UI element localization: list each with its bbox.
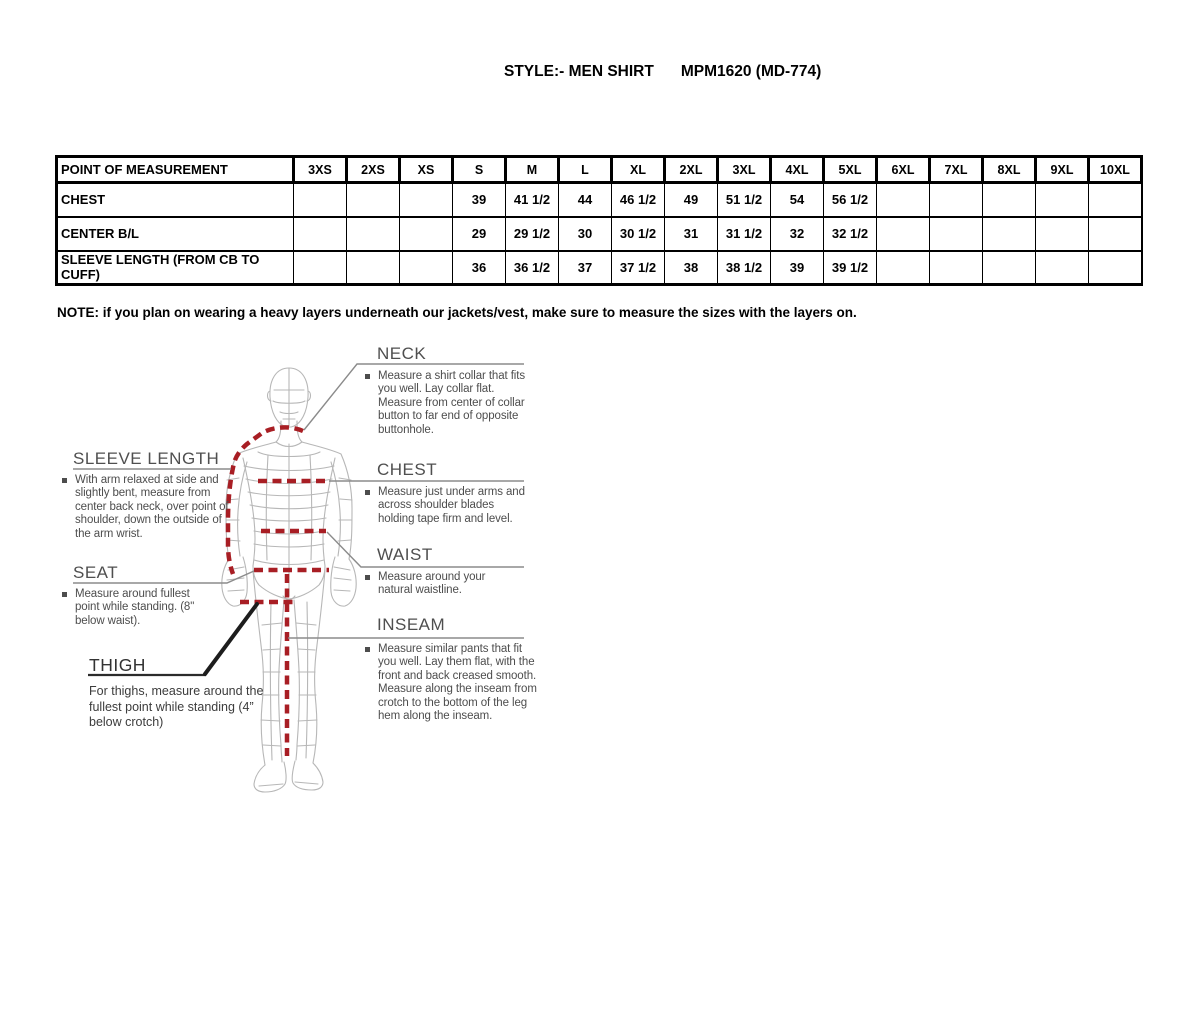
col-header-2xs: 2XS	[347, 157, 400, 183]
bullet-icon	[365, 647, 370, 652]
thigh-instructions: For thighs, measure around the fullest point while standing (4” below crotch)	[89, 684, 264, 729]
size-cell: 54	[771, 183, 824, 217]
row-label: SLEEVE LENGTH (FROM CB TO CUFF)	[57, 251, 294, 285]
thigh-heading: THIGH	[89, 655, 146, 675]
sleeve-length-instructions: With arm relaxed at side and slightly bent, measure from center back neck, over point of shoulder, down the outside of the arm wrist.	[75, 474, 229, 541]
bullet-icon	[365, 374, 370, 379]
seat-heading: SEAT	[73, 563, 119, 582]
col-header-4xl: 4XL	[771, 157, 824, 183]
size-cell: 37	[559, 251, 612, 285]
inseam-heading: INSEAM	[377, 615, 446, 634]
chest-heading: CHEST	[377, 460, 438, 479]
bullet-icon	[62, 592, 67, 597]
note-text: NOTE: if you plan on wearing a heavy layers underneath our jackets/vest, make sure to measure the sizes with the layers on.	[57, 305, 857, 320]
size-cell: 39	[771, 251, 824, 285]
size-cell: 29	[453, 217, 506, 251]
size-cell: 38 1/2	[718, 251, 771, 285]
col-header-2xl: 2XL	[665, 157, 718, 183]
col-header-xl: XL	[612, 157, 665, 183]
waist-heading: WAIST	[377, 545, 433, 564]
row-label: CENTER B/L	[57, 217, 294, 251]
col-header-point-of-measurement: POINT OF MEASUREMENT	[57, 157, 294, 183]
chest-instructions: Measure just under arms and across shoulder blades holding tape firm and level.	[378, 486, 530, 526]
size-cell: 51 1/2	[718, 183, 771, 217]
col-header-m: M	[506, 157, 559, 183]
waist-instructions: Measure around your natural waistline.	[378, 571, 508, 598]
seat-instructions: Measure around fullest point while standing. (8" below waist).	[75, 588, 207, 628]
col-header-8xl: 8XL	[983, 157, 1036, 183]
size-cell: 32	[771, 217, 824, 251]
size-cell: 30	[559, 217, 612, 251]
size-cell: 32 1/2	[824, 217, 877, 251]
size-cell: 38	[665, 251, 718, 285]
col-header-s: S	[453, 157, 506, 183]
col-header-9xl: 9XL	[1036, 157, 1089, 183]
style-code: MPM1620 (MD-774)	[680, 63, 822, 80]
size-cell: 39	[453, 183, 506, 217]
size-cell: 31 1/2	[718, 217, 771, 251]
size-cell: 29 1/2	[506, 217, 559, 251]
inseam-instructions: Measure similar pants that fit you well. Lay them flat, with the front and back creased smooth. Measure along the inseam from crotch to the bottom of the leg hem along the inseam.	[378, 643, 538, 723]
size-cell: 41 1/2	[506, 183, 559, 217]
size-cell: 30 1/2	[612, 217, 665, 251]
col-header-l: L	[559, 157, 612, 183]
size-cell: 36 1/2	[506, 251, 559, 285]
col-header-3xs: 3XS	[294, 157, 347, 183]
size-cell: 39 1/2	[824, 251, 877, 285]
size-cell: 36	[453, 251, 506, 285]
size-cell: 44	[559, 183, 612, 217]
size-cell: 37 1/2	[612, 251, 665, 285]
size-cell: 46 1/2	[612, 183, 665, 217]
size-cell: 31	[665, 217, 718, 251]
style-label: STYLE:- MEN SHIRT	[504, 63, 654, 80]
bullet-icon	[365, 490, 370, 495]
thigh-pointer-line	[205, 604, 257, 674]
size-cell: 49	[665, 183, 718, 217]
neck-instructions: Measure a shirt collar that fits you well. Lay collar flat. Measure from center of collar button to far end of opposite buttonhole.	[378, 370, 538, 437]
col-header-3xl: 3XL	[718, 157, 771, 183]
col-header-7xl: 7XL	[930, 157, 983, 183]
neck-heading: NECK	[377, 344, 427, 363]
row-label: CHEST	[57, 183, 294, 217]
col-header-10xl: 10XL	[1089, 157, 1142, 183]
col-header-6xl: 6XL	[877, 157, 930, 183]
bullet-icon	[365, 575, 370, 580]
size-cell: 56 1/2	[824, 183, 877, 217]
bullet-icon	[62, 478, 67, 483]
col-header-xs: XS	[400, 157, 453, 183]
col-header-5xl: 5XL	[824, 157, 877, 183]
sleeve-length-heading: SLEEVE LENGTH	[73, 449, 220, 468]
